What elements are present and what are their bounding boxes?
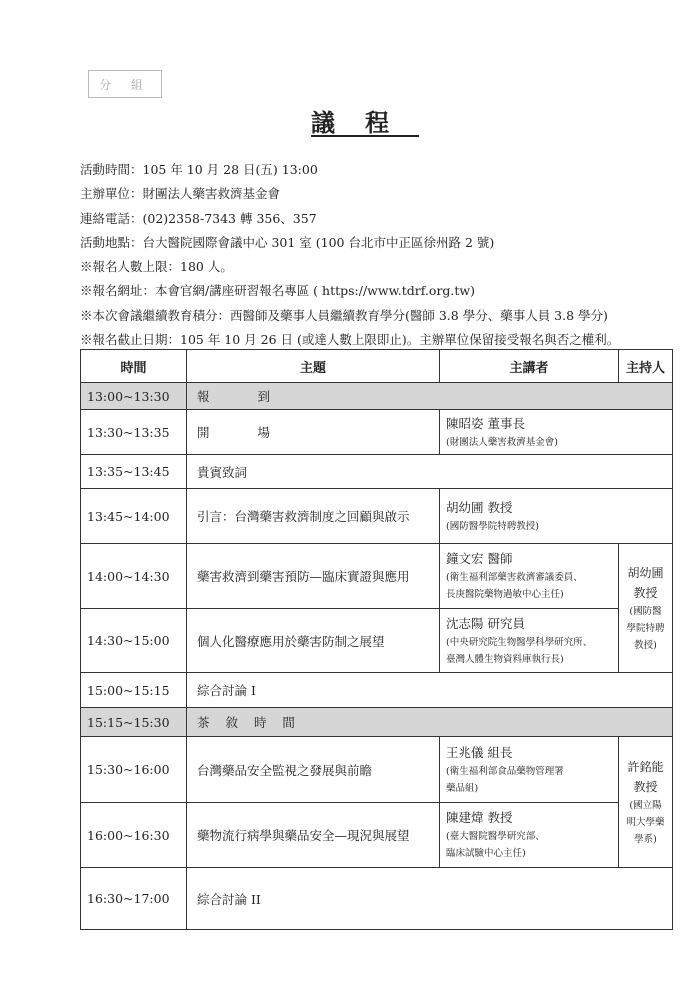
host-cell (619, 544, 673, 673)
speaker-affiliation: (臺大醫院醫學研究部、 (446, 831, 545, 842)
table-row (81, 609, 673, 673)
row-speaker (440, 544, 619, 609)
table-row (81, 673, 673, 708)
header-topic: 主題 (187, 350, 440, 383)
speaker-affiliation: 長庚醫院藥物過敏中心主任) (446, 589, 564, 600)
host-affiliation: (國防醫 (629, 605, 662, 617)
row-time: 13:30~13:35 (81, 410, 187, 455)
row-topic: 個人化醫療應用於藥害防制之展望 (187, 609, 440, 673)
row-topic: 台灣藥品安全監視之發展與前瞻 (187, 737, 440, 803)
row-time: 13:35~13:45 (81, 455, 187, 489)
table-row (81, 455, 673, 489)
table-header-row (81, 350, 673, 383)
speaker-name: 王兆儀 組長 (446, 744, 513, 760)
info-capacity: ※報名人數上限：180 人。 (80, 259, 233, 275)
speaker-name: 鐘文宏 醫師 (446, 551, 513, 566)
row-topic: 茶 敘 時 間 (187, 708, 673, 737)
row-time: 16:30~17:00 (81, 868, 187, 930)
row-time: 15:30~16:00 (81, 737, 187, 803)
row-topic: 藥害救濟到藥害預防—臨床實證與應用 (187, 544, 440, 609)
speaker-affiliation: (衛生福利部藥害救濟審議委員、 (446, 572, 583, 583)
table-row (81, 383, 673, 410)
host-affiliation: 學院特聘 (626, 622, 665, 634)
row-time: 16:00~16:30 (81, 803, 187, 868)
table-row (81, 868, 673, 930)
speaker-affiliation: (衛生福利部食品藥物管理署 (446, 765, 564, 777)
speaker-affiliation: 臺灣人體生物資料庫執行長) (446, 653, 564, 665)
host-title: 教授 (633, 779, 658, 794)
info-location: 活動地點：台大醫院國際會議中心 301 室 (100 台北市中正區徐州路 2 號) (80, 234, 495, 250)
row-time: 13:00~13:30 (81, 383, 187, 410)
row-time: 15:00~15:15 (81, 673, 187, 708)
speaker-affiliation: (財團法人藥害救濟基金會) (446, 436, 558, 448)
host-name: 許銘能 (627, 759, 664, 774)
row-time: 14:00~14:30 (81, 544, 187, 609)
host-name: 胡幼圃 (627, 565, 664, 580)
row-topic: 綜合討論 I (187, 673, 673, 708)
stamp: 分 組 (88, 70, 162, 98)
host-affiliation: 學系) (634, 833, 657, 845)
header-time: 時間 (81, 350, 187, 383)
row-time: 15:15~15:30 (81, 708, 187, 737)
table-row (81, 544, 673, 609)
host-affiliation: 明大學藥 (626, 816, 665, 828)
info-credits: ※本次會議繼續教育積分：西醫師及藥事人員繼續教育學分(醫師 3.8 學分、藥事人員 3.8 學分) (80, 307, 608, 323)
row-time: 13:45~14:00 (81, 489, 187, 544)
event-info (80, 158, 680, 328)
speaker-affiliation: (國防醫學院特聘教授) (446, 520, 539, 532)
row-speaker (440, 410, 673, 455)
info-phone: 連絡電話：(02)2358-7343 轉 356、357 (80, 210, 317, 226)
row-topic: 藥物流行病學與藥品安全—現況與展望 (187, 803, 440, 868)
host-affiliation: (國立陽 (629, 799, 662, 811)
host-affiliation: 教授) (634, 639, 657, 651)
info-time: 活動時間：105 年 10 月 28 日(五) 13:00 (80, 162, 318, 177)
table-row (81, 410, 673, 455)
header-speaker: 主講者 (440, 350, 619, 383)
row-topic: 貴賓致詞 (187, 455, 673, 489)
speaker-affiliation: 臨床試驗中心主任) (446, 848, 526, 859)
speaker-name: 沈志陽 研究員 (446, 615, 525, 631)
speaker-affiliation: 藥品組) (446, 782, 479, 794)
table-row (81, 803, 673, 868)
agenda-table (80, 349, 673, 930)
row-topic: 報 到 (187, 383, 673, 410)
info-deadline: ※報名截止日期：105 年 10 月 26 日 (或達人數上限即止)。主辦單位保留接受報名與否之權利。 (80, 332, 620, 347)
table-row (81, 708, 673, 737)
host-cell (619, 737, 673, 868)
table-row (81, 489, 673, 544)
table-row (81, 737, 673, 803)
header-host: 主持人 (619, 350, 673, 383)
row-speaker (440, 803, 619, 868)
speaker-name: 陳建煒 教授 (446, 810, 513, 825)
speaker-name: 陳昭姿 董事長 (446, 415, 525, 431)
row-topic: 引言：台灣藥害救濟制度之回顧與啟示 (187, 489, 440, 544)
speaker-affiliation: (中央研究院生物醫學科學研究所、 (446, 636, 593, 648)
row-topic: 綜合討論 II (187, 868, 673, 930)
row-speaker (440, 489, 673, 544)
row-time: 14:30~15:00 (81, 609, 187, 673)
row-speaker (440, 609, 619, 673)
row-speaker (440, 737, 619, 803)
row-topic: 開 場 (187, 410, 440, 455)
info-registration-url: ※報名網址：本會官網/講座研習報名專區 ( https://www.tdrf.org.tw) (80, 283, 476, 299)
host-title: 教授 (633, 585, 658, 600)
speaker-name: 胡幼圃 教授 (446, 499, 513, 515)
page-title: 議程 (311, 108, 419, 137)
info-organizer: 主辦單位：財團法人藥害救濟基金會 (80, 186, 281, 202)
